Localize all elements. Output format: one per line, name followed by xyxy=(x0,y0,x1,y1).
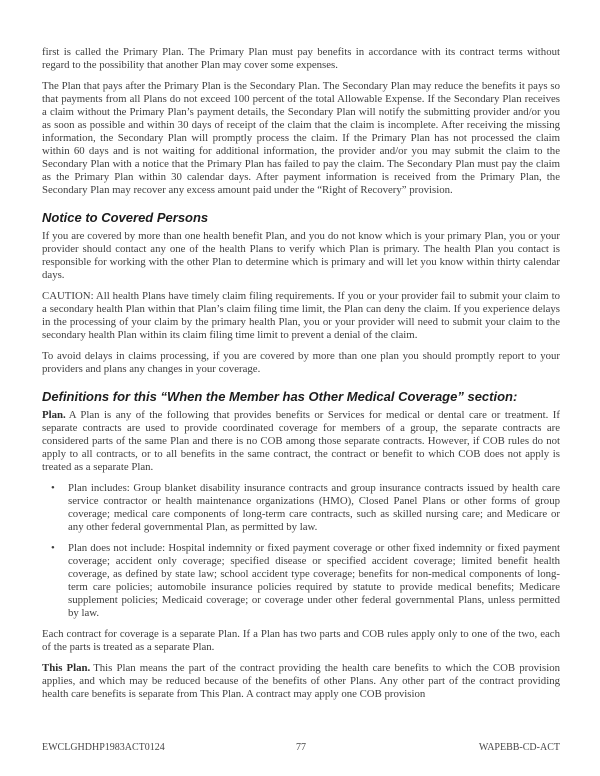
bullet-icon: • xyxy=(51,482,55,494)
notice-paragraph-caution: CAUTION: All health Plans have timely claim filing requirements. If you or your provider fail to submit your claim to a secondary health Plan within that Plan’s claim filing time limit, the Plan can deny the claim. If you experience delays in the processing of your claim by the primary health Plan, you or your provider will need to submit your claim to the secondary health Plan within its claim filing time limit to prevent a denial of the claim. xyxy=(42,290,560,341)
this-plan-definition-paragraph xyxy=(42,662,560,701)
list-item-plan-includes xyxy=(42,482,560,534)
separate-plan-paragraph: Each contract for coverage is a separate Plan. If a Plan has two parts and COB rules apply only to one of the two, each of the parts is treated as a separate Plan. xyxy=(42,628,560,653)
page-footer xyxy=(42,741,560,754)
notice-paragraph-avoid-delays: To avoid delays in claims processing, if you are covered by more than one plan you should promptly report to your providers and plans any changes in your coverage. xyxy=(42,350,560,375)
bullet-icon: • xyxy=(51,542,55,554)
intro-paragraph-secondary-plan: The Plan that pays after the Primary Plan is the Secondary Plan. The Secondary Plan may reduce the benefits it pays so that payments from all Plans do not exceed 100 percent of the total Allowable Expense. If the Secondary Plan receives a claim without the Primary Plan’s payment details, the Secondary Plan will notify the submitting provider and/or you as soon as possible and within 30 days of receipt of the claim that the claim is incomplete. After receiving the missing information, the Secondary Plan will promptly process the claim. If the Primary Plan has not processed the claim within 60 days and is not waiting for additional information, the provider and/or you may submit the claim to the Secondary Plan with a notice that the Primary Plan has failed to pay the claim. The Secondary Plan must pay the claim as the Primary Plan within 30 calendar days. After payment information is received from the Primary Plan, the Secondary Plan may recover any excess amount paid under the “Right of Recovery” provision. xyxy=(42,80,560,196)
definitions-section-heading: Definitions for this “When the Member has Other Medical Coverage” section: xyxy=(42,389,518,404)
plan-term-label: Plan. xyxy=(42,409,66,421)
notice-to-covered-persons-heading: Notice to Covered Persons xyxy=(42,210,209,225)
notice-paragraph-which-plan-primary: If you are covered by more than one health benefit Plan, and you do not know which is your primary Plan, you or your provider should contact any one of the health Plans to verify which Plan is primary. The health Plan you contact is responsible for working with the other Plan to determine which is primary and will let you know within thirty calendar days. xyxy=(42,230,560,281)
plan-term-text: A Plan is any of the following that provides benefits or Services for medical or dental care or treatment. If separate contracts are used to provide coordinated coverage for members of a group, the separate contracts are considered parts of the same Plan and there is no COB among those separate contracts. However, if COB rules do not apply to all contracts, or to all benefits in the same contract, the contract or benefit to which COB does not apply is treated as a separate Plan. xyxy=(42,409,560,473)
bullet-text-plan-includes: Plan includes: Group blanket disability insurance contracts and group insurance contracts issued by health care service contractor or health maintenance organizations (HMO), Closed Panel Plans or other forms of group coverage; medical care components of long-term care contracts, such as skilled nursing care; and Medicare or any other federal governmental Plan, as permitted by law. xyxy=(68,482,560,533)
list-item-plan-does-not-include xyxy=(42,542,560,620)
this-plan-term-label: This Plan. xyxy=(42,662,91,674)
this-plan-term-text: This Plan means the part of the contract providing the health care benefits to which the COB provision applies, and which may be reduced because of the benefits of other Plans. Any other part of the contract providing health care benefits is separate from This Plan. A contract may apply one COB provision xyxy=(42,662,560,700)
footer-form-code: WAPEBB-CD-ACT xyxy=(478,742,560,753)
intro-paragraph-primary-plan: first is called the Primary Plan. The Primary Plan must pay benefits in accordance with its contract terms without regard to the possibility that another Plan may cover some expenses. xyxy=(42,46,560,71)
plan-definition-paragraph xyxy=(42,409,560,474)
footer-page-number: 77 xyxy=(296,742,306,753)
footer-document-code: EWCLGHDHP1983ACT0124 xyxy=(42,742,165,753)
bullet-text-plan-does-not-include: Plan does not include: Hospital indemnity or fixed payment coverage or other fixed indemnity or fixed payment coverage; accident only coverage; specified disease or specified accident coverage; limited benefit health coverage, as defined by state law; school accident type coverage; benefits for non-medical components of long-term care policies; automobile insurance policies required by statute to provide medical benefits; Medicare supplement policies; Medicaid coverage; or coverage under other federal governmental Plans, unless permitted by law. xyxy=(68,542,560,619)
